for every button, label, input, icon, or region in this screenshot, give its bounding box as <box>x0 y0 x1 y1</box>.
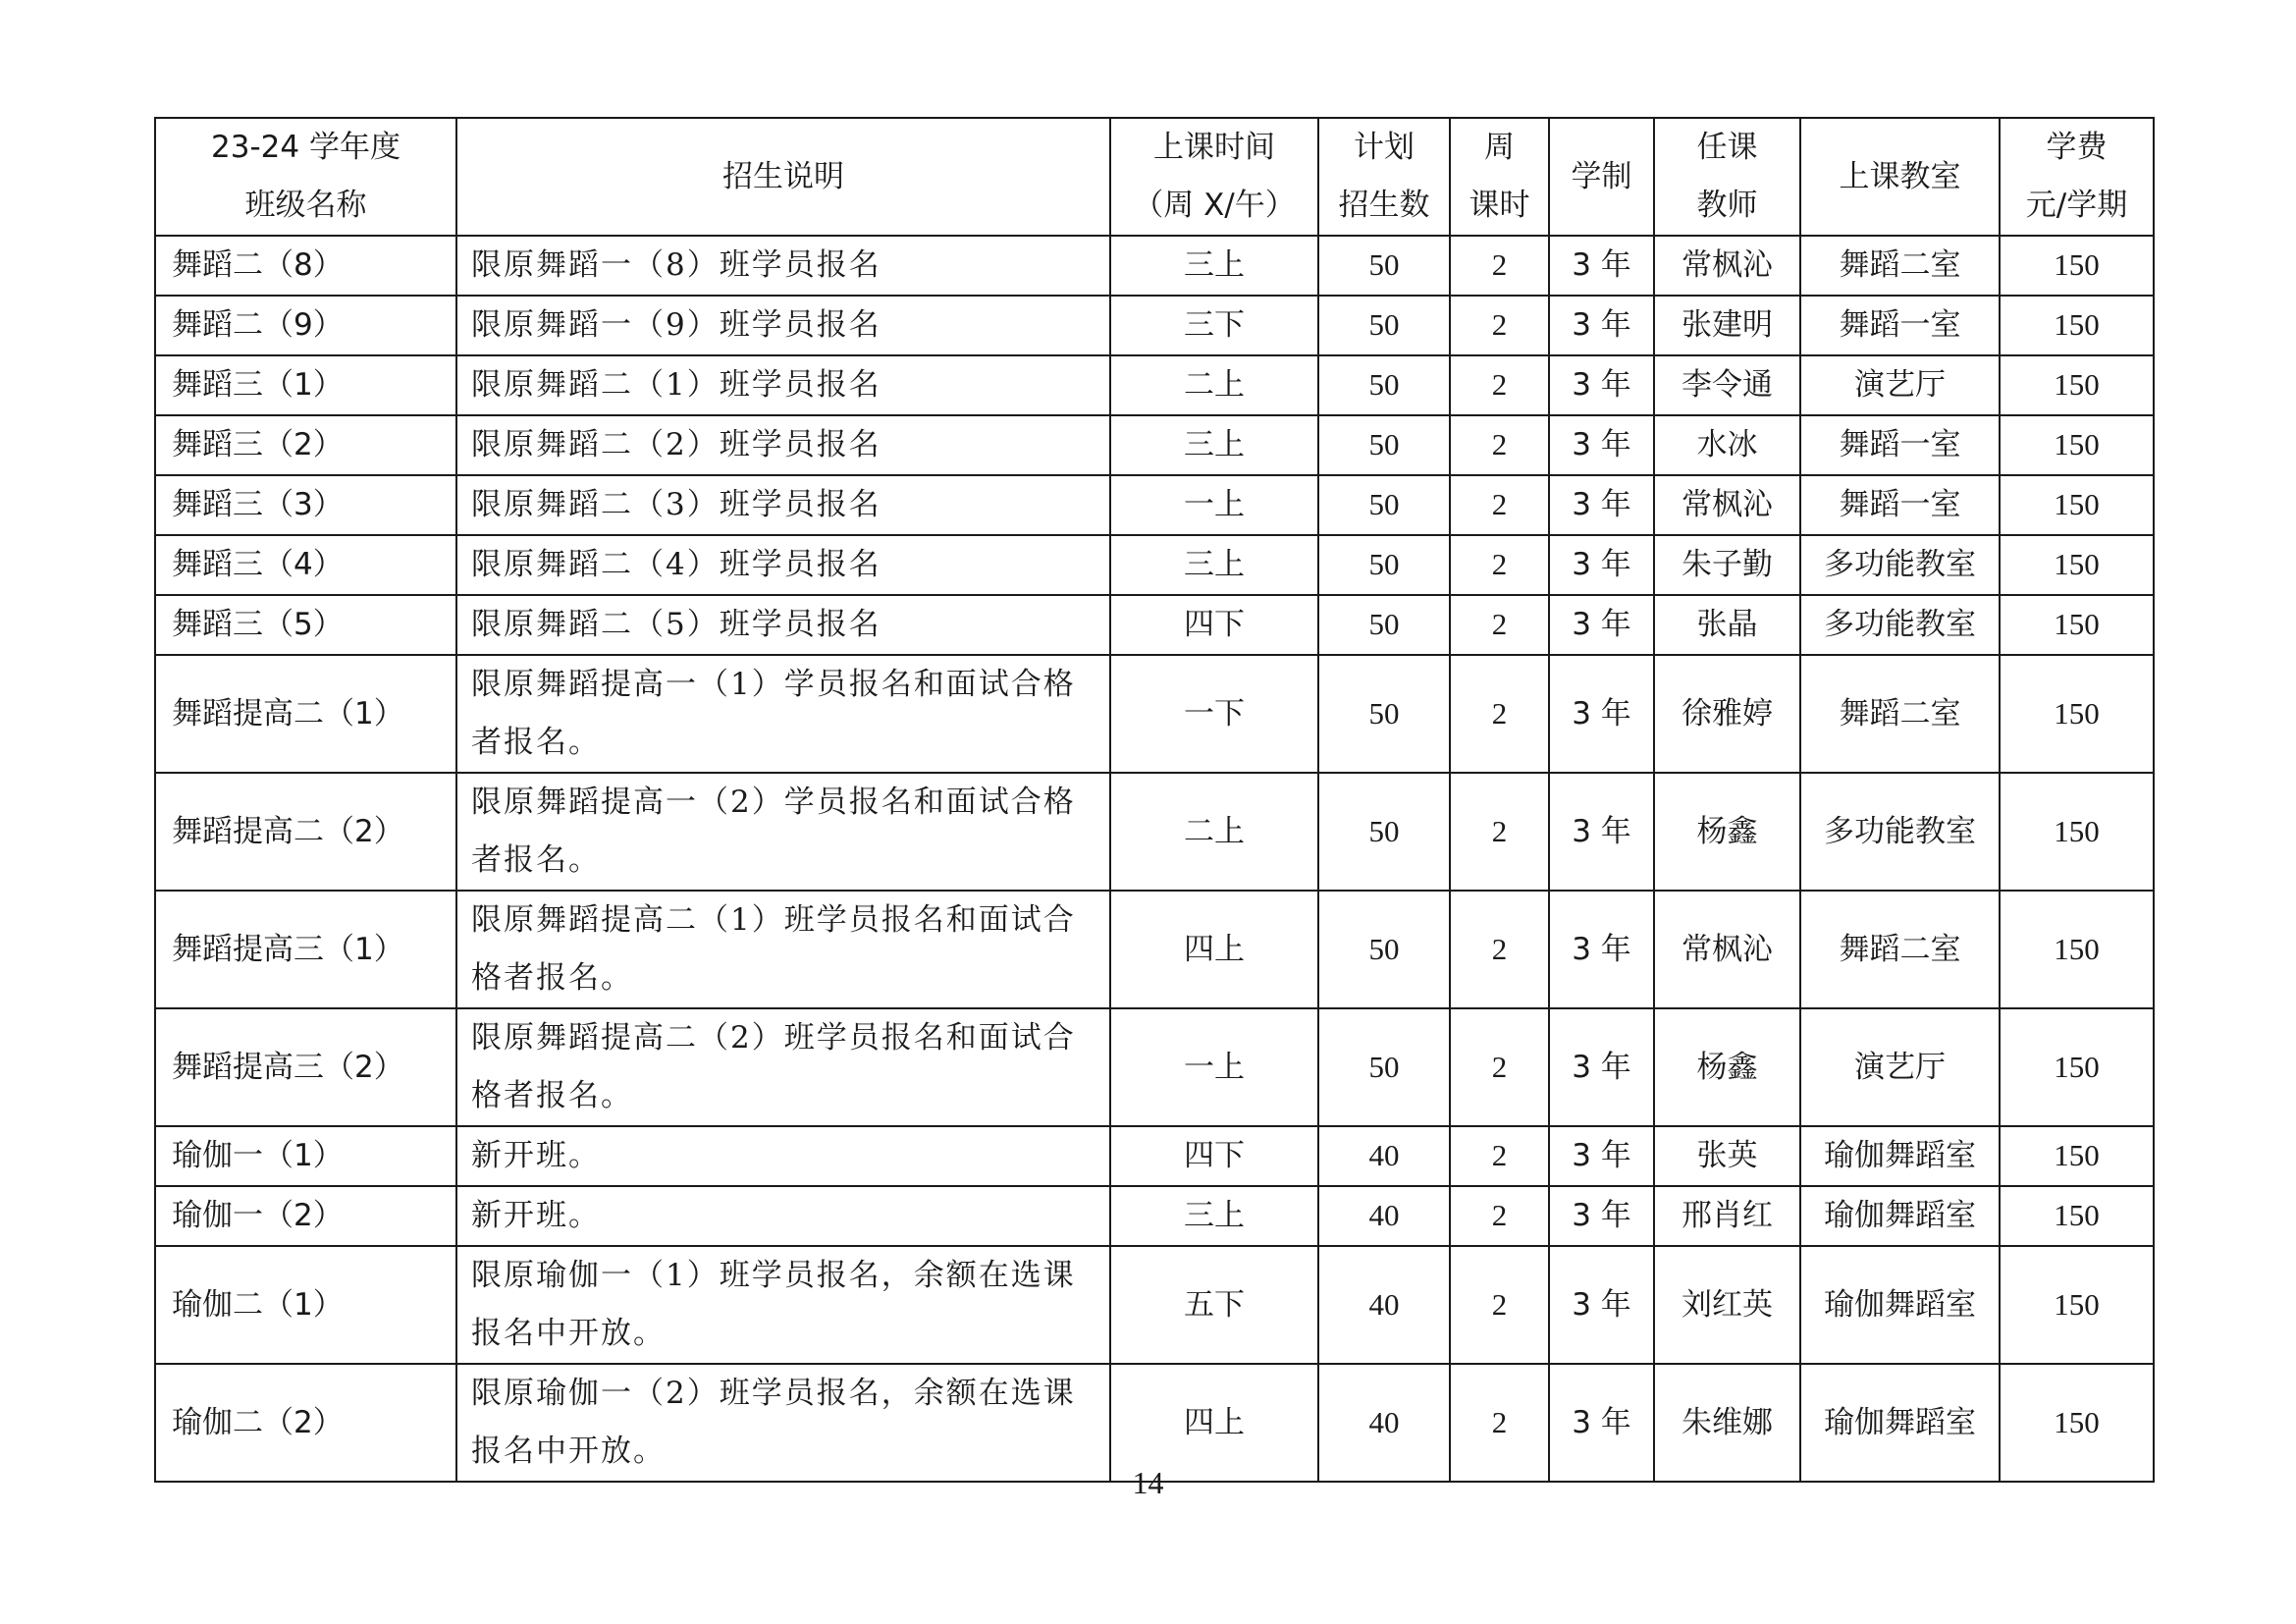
cell-classroom: 瑜伽舞蹈室 <box>1800 1246 2000 1364</box>
cell-weekly-hours: 2 <box>1450 535 1549 595</box>
cell-duration: 3 年 <box>1549 1364 1654 1482</box>
cell-weekly-hours: 2 <box>1450 773 1549 891</box>
cell-class-time: 四下 <box>1110 1126 1318 1186</box>
cell-duration: 3 年 <box>1549 773 1654 891</box>
cell-weekly-hours: 2 <box>1450 1126 1549 1186</box>
cell-description: 限原舞蹈一（8）班学员报名 <box>456 236 1110 296</box>
cell-weekly-hours: 2 <box>1450 415 1549 475</box>
cell-duration: 3 年 <box>1549 595 1654 655</box>
cell-description: 新开班。 <box>456 1186 1110 1246</box>
cell-description: 限原舞蹈提高二（1）班学员报名和面试合格者报名。 <box>456 891 1110 1008</box>
header-teacher: 任课 教师 <box>1654 118 1800 236</box>
cell-class-name: 舞蹈三（4） <box>155 535 456 595</box>
cell-teacher: 常枫沁 <box>1654 236 1800 296</box>
cell-class-time: 一下 <box>1110 655 1318 773</box>
cell-fee: 150 <box>2000 415 2154 475</box>
cell-fee: 150 <box>2000 535 2154 595</box>
cell-planned: 50 <box>1318 595 1450 655</box>
table-row <box>155 475 2154 535</box>
cell-description: 限原瑜伽一（1）班学员报名，余额在选课报名中开放。 <box>456 1246 1110 1364</box>
cell-teacher: 水冰 <box>1654 415 1800 475</box>
cell-fee: 150 <box>2000 773 2154 891</box>
table-row <box>155 773 2154 891</box>
cell-classroom: 多功能教室 <box>1800 773 2000 891</box>
table-row <box>155 655 2154 773</box>
cell-class-time: 三上 <box>1110 415 1318 475</box>
header-weekly-hours: 周 课时 <box>1450 118 1549 236</box>
header-class-name: 23-24 学年度 班级名称 <box>155 118 456 236</box>
cell-classroom: 演艺厅 <box>1800 355 2000 415</box>
cell-class-time: 一上 <box>1110 1008 1318 1126</box>
cell-fee: 150 <box>2000 236 2154 296</box>
cell-weekly-hours: 2 <box>1450 1186 1549 1246</box>
cell-fee: 150 <box>2000 355 2154 415</box>
cell-description: 限原舞蹈提高一（1）学员报名和面试合格者报名。 <box>456 655 1110 773</box>
cell-teacher: 张建明 <box>1654 296 1800 355</box>
cell-classroom: 瑜伽舞蹈室 <box>1800 1186 2000 1246</box>
cell-class-name: 舞蹈提高二（2） <box>155 773 456 891</box>
cell-fee: 150 <box>2000 595 2154 655</box>
cell-planned: 50 <box>1318 1008 1450 1126</box>
cell-weekly-hours: 2 <box>1450 1246 1549 1364</box>
cell-description: 限原舞蹈二（2）班学员报名 <box>456 415 1110 475</box>
cell-fee: 150 <box>2000 475 2154 535</box>
cell-weekly-hours: 2 <box>1450 475 1549 535</box>
cell-weekly-hours: 2 <box>1450 655 1549 773</box>
cell-class-time: 四上 <box>1110 891 1318 1008</box>
cell-teacher: 杨鑫 <box>1654 1008 1800 1126</box>
cell-class-name: 瑜伽一（2） <box>155 1186 456 1246</box>
table-header-row <box>155 118 2154 236</box>
cell-weekly-hours: 2 <box>1450 595 1549 655</box>
cell-class-name: 舞蹈三（1） <box>155 355 456 415</box>
table-row <box>155 355 2154 415</box>
cell-duration: 3 年 <box>1549 891 1654 1008</box>
cell-class-name: 瑜伽一（1） <box>155 1126 456 1186</box>
cell-description: 限原舞蹈二（1）班学员报名 <box>456 355 1110 415</box>
cell-class-name: 瑜伽二（2） <box>155 1364 456 1482</box>
cell-description: 限原瑜伽一（2）班学员报名，余额在选课报名中开放。 <box>456 1364 1110 1482</box>
cell-teacher: 张英 <box>1654 1126 1800 1186</box>
table-row <box>155 236 2154 296</box>
page-number: 14 <box>1132 1465 1164 1500</box>
cell-class-name: 舞蹈提高三（2） <box>155 1008 456 1126</box>
table-row <box>155 535 2154 595</box>
cell-description: 限原舞蹈二（5）班学员报名 <box>456 595 1110 655</box>
header-class-time: 上课时间 （周 X/午） <box>1110 118 1318 236</box>
cell-classroom: 演艺厅 <box>1800 1008 2000 1126</box>
cell-class-name: 瑜伽二（1） <box>155 1246 456 1364</box>
cell-weekly-hours: 2 <box>1450 891 1549 1008</box>
table-row <box>155 1008 2154 1126</box>
cell-class-name: 舞蹈二（8） <box>155 236 456 296</box>
header-tuition-fee: 学费 元/学期 <box>2000 118 2154 236</box>
cell-teacher: 刘红英 <box>1654 1246 1800 1364</box>
cell-weekly-hours: 2 <box>1450 1008 1549 1126</box>
cell-duration: 3 年 <box>1549 236 1654 296</box>
table-row <box>155 891 2154 1008</box>
cell-planned: 40 <box>1318 1246 1450 1364</box>
cell-classroom: 舞蹈二室 <box>1800 655 2000 773</box>
cell-duration: 3 年 <box>1549 296 1654 355</box>
table-row <box>155 1126 2154 1186</box>
cell-class-name: 舞蹈提高二（1） <box>155 655 456 773</box>
cell-duration: 3 年 <box>1549 1008 1654 1126</box>
cell-fee: 150 <box>2000 655 2154 773</box>
cell-class-time: 二上 <box>1110 773 1318 891</box>
cell-description: 限原舞蹈二（4）班学员报名 <box>456 535 1110 595</box>
cell-planned: 50 <box>1318 773 1450 891</box>
cell-teacher: 朱子勤 <box>1654 535 1800 595</box>
cell-weekly-hours: 2 <box>1450 355 1549 415</box>
cell-teacher: 杨鑫 <box>1654 773 1800 891</box>
cell-teacher: 常枫沁 <box>1654 475 1800 535</box>
cell-description: 限原舞蹈提高一（2）学员报名和面试合格者报名。 <box>456 773 1110 891</box>
cell-teacher: 常枫沁 <box>1654 891 1800 1008</box>
cell-class-name: 舞蹈三（5） <box>155 595 456 655</box>
cell-class-time: 五下 <box>1110 1246 1318 1364</box>
cell-description: 限原舞蹈一（9）班学员报名 <box>456 296 1110 355</box>
header-classroom: 上课教室 <box>1800 118 2000 236</box>
header-description: 招生说明 <box>456 118 1110 236</box>
cell-description: 限原舞蹈二（3）班学员报名 <box>456 475 1110 535</box>
cell-planned: 50 <box>1318 415 1450 475</box>
cell-duration: 3 年 <box>1549 355 1654 415</box>
cell-weekly-hours: 2 <box>1450 236 1549 296</box>
cell-duration: 3 年 <box>1549 1126 1654 1186</box>
cell-class-time: 三下 <box>1110 296 1318 355</box>
cell-classroom: 多功能教室 <box>1800 535 2000 595</box>
cell-weekly-hours: 2 <box>1450 1364 1549 1482</box>
cell-planned: 50 <box>1318 535 1450 595</box>
cell-class-name: 舞蹈三（2） <box>155 415 456 475</box>
cell-weekly-hours: 2 <box>1450 296 1549 355</box>
cell-planned: 50 <box>1318 475 1450 535</box>
cell-description: 新开班。 <box>456 1126 1110 1186</box>
cell-duration: 3 年 <box>1549 535 1654 595</box>
table-row <box>155 595 2154 655</box>
cell-planned: 40 <box>1318 1186 1450 1246</box>
cell-teacher: 朱维娜 <box>1654 1364 1800 1482</box>
cell-class-name: 舞蹈提高三（1） <box>155 891 456 1008</box>
cell-planned: 50 <box>1318 236 1450 296</box>
cell-teacher: 张晶 <box>1654 595 1800 655</box>
cell-fee: 150 <box>2000 296 2154 355</box>
table-row <box>155 296 2154 355</box>
class-schedule-table <box>154 117 2155 1483</box>
cell-fee: 150 <box>2000 1246 2154 1364</box>
cell-class-time: 四上 <box>1110 1364 1318 1482</box>
cell-description: 限原舞蹈提高二（2）班学员报名和面试合格者报名。 <box>456 1008 1110 1126</box>
cell-teacher: 徐雅婷 <box>1654 655 1800 773</box>
header-duration: 学制 <box>1549 118 1654 236</box>
cell-duration: 3 年 <box>1549 655 1654 773</box>
cell-classroom: 舞蹈二室 <box>1800 236 2000 296</box>
cell-classroom: 多功能教室 <box>1800 595 2000 655</box>
cell-class-time: 四下 <box>1110 595 1318 655</box>
cell-class-time: 一上 <box>1110 475 1318 535</box>
cell-classroom: 舞蹈一室 <box>1800 475 2000 535</box>
cell-planned: 50 <box>1318 355 1450 415</box>
header-planned-enrollment: 计划 招生数 <box>1318 118 1450 236</box>
cell-class-time: 三上 <box>1110 535 1318 595</box>
cell-duration: 3 年 <box>1549 1186 1654 1246</box>
table-row <box>155 1246 2154 1364</box>
cell-planned: 40 <box>1318 1126 1450 1186</box>
cell-fee: 150 <box>2000 1008 2154 1126</box>
cell-teacher: 邢肖红 <box>1654 1186 1800 1246</box>
cell-class-time: 三上 <box>1110 1186 1318 1246</box>
cell-fee: 150 <box>2000 891 2154 1008</box>
cell-classroom: 舞蹈一室 <box>1800 415 2000 475</box>
cell-planned: 40 <box>1318 1364 1450 1482</box>
cell-class-name: 舞蹈三（3） <box>155 475 456 535</box>
cell-classroom: 瑜伽舞蹈室 <box>1800 1126 2000 1186</box>
table-row <box>155 1186 2154 1246</box>
cell-fee: 150 <box>2000 1364 2154 1482</box>
cell-class-name: 舞蹈二（9） <box>155 296 456 355</box>
cell-class-time: 三上 <box>1110 236 1318 296</box>
cell-fee: 150 <box>2000 1186 2154 1246</box>
cell-fee: 150 <box>2000 1126 2154 1186</box>
cell-class-time: 二上 <box>1110 355 1318 415</box>
cell-duration: 3 年 <box>1549 1246 1654 1364</box>
cell-classroom: 舞蹈一室 <box>1800 296 2000 355</box>
cell-duration: 3 年 <box>1549 415 1654 475</box>
cell-planned: 50 <box>1318 655 1450 773</box>
cell-classroom: 瑜伽舞蹈室 <box>1800 1364 2000 1482</box>
cell-planned: 50 <box>1318 891 1450 1008</box>
cell-planned: 50 <box>1318 296 1450 355</box>
cell-teacher: 李令通 <box>1654 355 1800 415</box>
table-row <box>155 415 2154 475</box>
table-row <box>155 1364 2154 1482</box>
cell-classroom: 舞蹈二室 <box>1800 891 2000 1008</box>
cell-duration: 3 年 <box>1549 475 1654 535</box>
